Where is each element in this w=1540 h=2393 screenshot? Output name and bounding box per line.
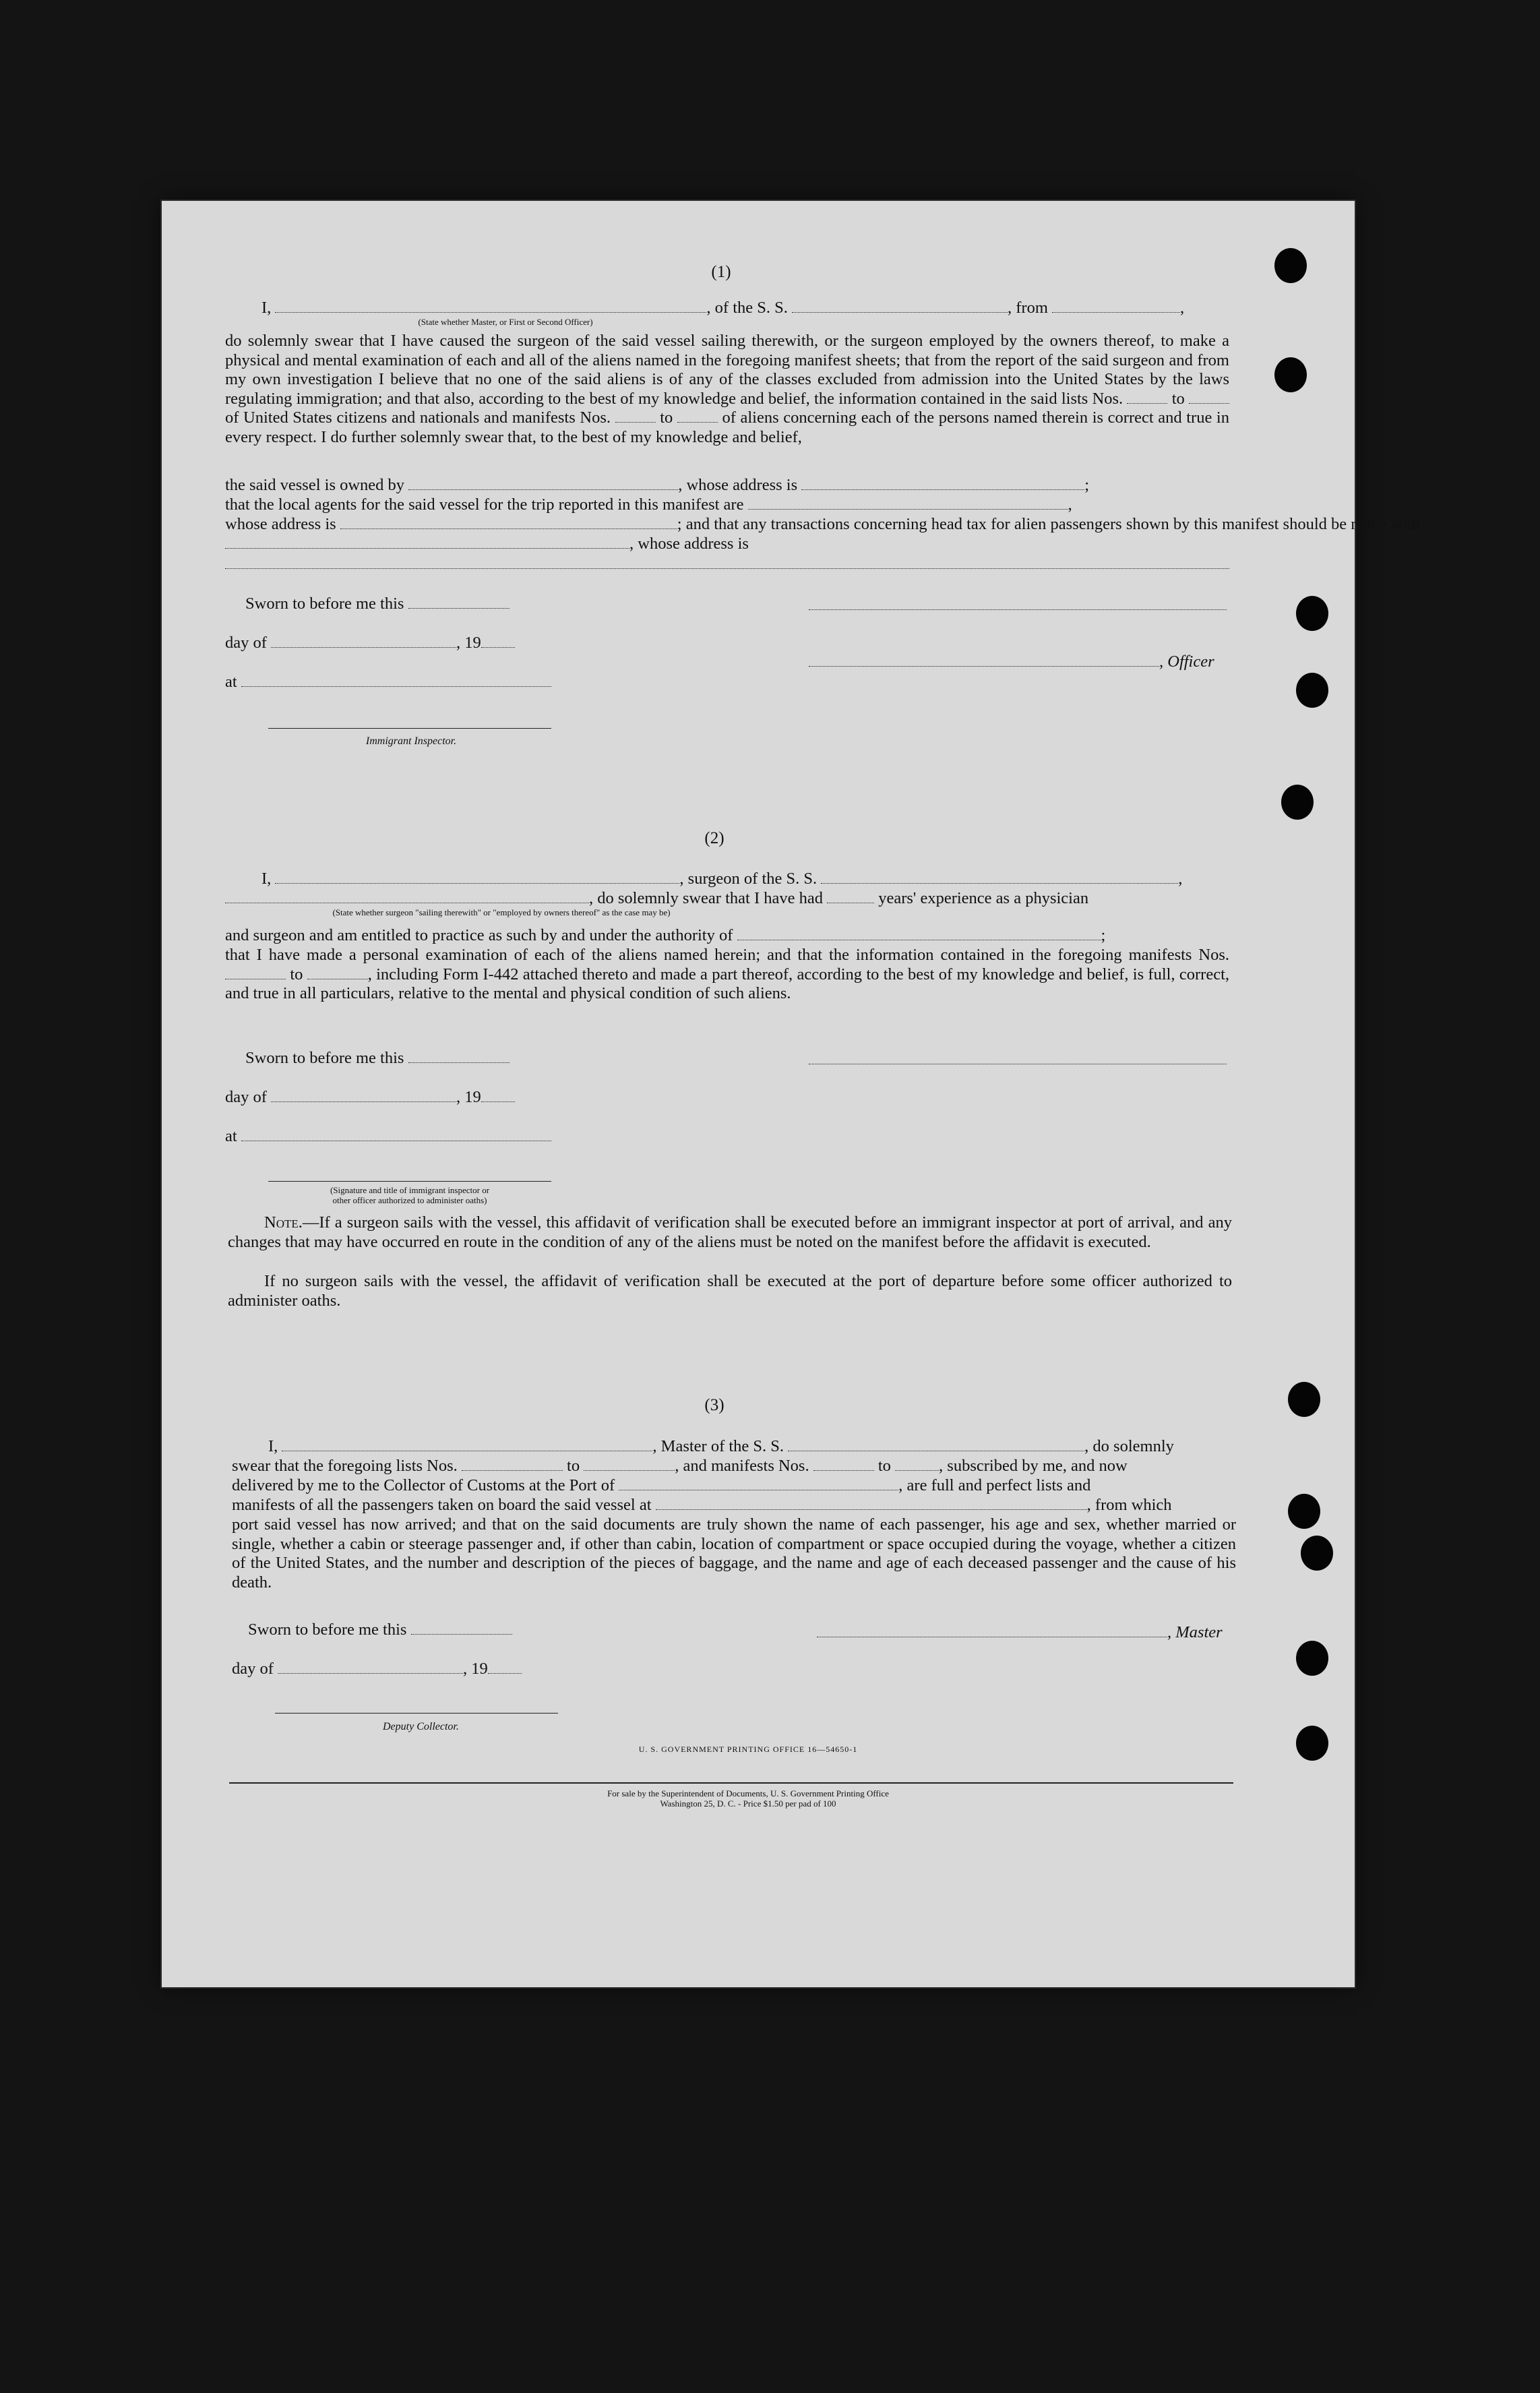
sworn-place-field-2[interactable] [241,1127,551,1141]
gpo-imprint: U. S. GOVERNMENT PRINTING OFFICE 16—54650-1 [638,1745,858,1754]
local-agents-field[interactable] [748,495,1068,510]
sworn-place-field[interactable] [241,673,551,687]
sworn-day-field-2[interactable] [408,1049,510,1063]
vessel-name-field[interactable] [792,299,1008,313]
day-of-line-2: day of , 19 [225,1088,515,1108]
day-of-line: day of , 19 [225,634,515,653]
head-tax-address-field[interactable] [225,568,1229,569]
master-manifests-to-field[interactable] [895,1457,939,1471]
footer-rule [229,1782,1233,1784]
officer-line: , Officer [809,653,1214,672]
note-paragraph-2: If no surgeon sails with the vessel, the affidavit of verification shall be executed at the port of departure before some officer authorized to administer oaths. [228,1272,1232,1310]
section-3-heading: (3) [704,1396,725,1414]
section-1-line-1: I, , of the S. S. , from , [261,299,1185,317]
immigrant-inspector-label: Immigrant Inspector. [365,735,457,747]
customs-port-field[interactable] [619,1476,898,1490]
master-lists-from-field[interactable] [462,1457,563,1471]
sworn-day-field-3[interactable] [411,1620,512,1635]
sale-notice-1: For sale by the Superintendent of Documents, U. S. Government Printing Office [607,1788,889,1798]
authority-field[interactable] [737,926,1101,940]
at-line: at [225,673,551,692]
lists-to-field[interactable] [1189,390,1229,404]
from-port-field[interactable] [1052,299,1180,313]
owner-address-field[interactable] [801,476,1084,490]
section-3-line-1: I, , Master of the S. S. , do solemnly [268,1437,1174,1455]
sworn-year-field-3[interactable] [488,1660,522,1674]
master-signature-line: , Master [817,1623,1223,1643]
head-tax-line: , whose address is [225,535,749,554]
at-line-2: at [225,1127,551,1147]
sworn-month-field[interactable] [271,634,456,648]
sworn-line-3: Sworn to before me this [248,1620,512,1640]
inspector-signature-line[interactable] [268,728,551,729]
sworn-month-field-3[interactable] [278,1660,463,1674]
sworn-line-2: Sworn to before me this [245,1049,510,1068]
section-2-heading: (2) [704,829,725,847]
sworn-year-field-2[interactable] [481,1088,515,1102]
boarding-port-field[interactable] [656,1496,1087,1510]
vessel-owner-field[interactable] [408,476,678,490]
surgeon-status-field[interactable] [225,889,589,903]
section-1-heading: (1) [711,263,731,281]
inspector-signature-line-2[interactable] [268,1181,551,1182]
sworn-month-field-2[interactable] [271,1088,456,1102]
surgeon-vessel-field[interactable] [821,870,1178,884]
section-3-line-3: delivered by me to the Collector of Customs at the Port of , are full and perfect lists and [232,1476,1091,1494]
deputy-signature-line[interactable] [275,1713,558,1714]
master-manifests-from-field[interactable] [813,1457,874,1471]
section-2-line-1: I, , surgeon of the S. S. , [261,870,1183,888]
sale-notice-2: Washington 25, D. C. - Price $1.50 per pad of 100 [660,1798,836,1809]
lists-from-field[interactable] [1127,390,1167,404]
surgeon-manifests-to-field[interactable] [307,965,368,979]
section-3-paragraph: port said vessel has now arrived; and that on the said documents are truly shown the name of each passenger, his age and sex, whether married or single, whether a cabin or steerage passenger and, if other than cabin, location of compartment or space occupied during the voyage, whether a citizen of the United States, and the number and description of the pieces of baggage, and the name and age of each deceased passenger and the cause of his death. [232,1515,1236,1592]
section-1-oath-paragraph: do solemnly swear that I have caused the surgeon of the said vessel sailing therewith, or the surgeon employed by the owners thereof, to make a physical and mental examination of each and all of the aliens named in the foregoing manifest sheets; that from the report of the said surgeon and from my own investigation I believe that no one of the said aliens is of any of the classes excluded from admission into the United States by the laws regulating immigration; and that also, according to the best of my knowledge and belief, the information contained in the said lists Nos. to of United States citizens and nationals and manifests Nos. to of aliens concerning each of the persons named therein is correct and true in every respect. I do further solemnly swear that, to the best of my knowledge and belief, [225,332,1229,446]
section-2-paragraph: that I have made a personal examination of each of the aliens named herein; and that the information contained in the foregoing manifests Nos. to , including Form I-442 attached thereto and made a part thereof, according to the best of my knowledge and belief, is full, correct, and true in all particulars, relative to the mental and physical condition of such aliens. [225,946,1229,1002]
master-signature-field[interactable] [817,1623,1167,1637]
surgeon-name-field[interactable] [275,870,679,884]
years-experience-field[interactable] [827,889,874,903]
surgeon-status-caption: (State whether surgeon "sailing therewith" or "employed by owners thereof" as the case may be) [332,907,671,917]
master-vessel-field[interactable] [788,1437,1084,1451]
sworn-line: Sworn to before me this [245,595,510,614]
officer-name-field[interactable] [809,653,1159,667]
officer-signature-field[interactable] [809,609,1227,610]
note-paragraph: Note.—If a surgeon sails with the vessel, this affidavit of verification shall be executed before an immigrant inspector at port of arrival, and any changes that may have occurred en route in the condition of any of the aliens must be noted on the manifest before the affidavit is executed. [228,1213,1232,1251]
form-body [162,201,1421,1987]
form-page [162,201,1421,1987]
sworn-year-field[interactable] [481,634,515,648]
authority-line: and surgeon and am entitled to practice as such by and under the authority of ; [225,926,1106,944]
deputy-collector-label: Deputy Collector. [383,1721,459,1732]
officer-title-caption: (State whether Master, or First or Second Officer) [418,317,593,327]
owned-by-line: the said vessel is owned by , whose address is ; [225,476,1090,494]
master-name-field[interactable] [282,1437,652,1451]
master-lists-to-field[interactable] [584,1457,675,1471]
manifests-to-field[interactable] [677,408,718,423]
sworn-day-field[interactable] [408,595,510,609]
head-tax-contact-field[interactable] [225,535,629,549]
local-agents-line: that the local agents for the said vessel for the trip reported in this manifest are , [225,495,1072,514]
signature-caption-1: (Signature and title of immigrant inspector or [330,1185,490,1195]
signature-caption-2: other officer authorized to administer oaths) [332,1195,487,1205]
agent-address-line: whose address is ; and that any transactions concerning head tax for alien passengers shown by this manifest should be made with [225,515,1421,533]
section-2-line-2: , do solemnly swear that I have had years' experience as a physician [225,889,1088,909]
section-3-line-2: swear that the foregoing lists Nos. to , and manifests Nos. to , subscribed by me, and now [232,1457,1128,1475]
agent-address-field[interactable] [340,515,677,529]
day-of-line-3: day of , 19 [232,1660,522,1679]
section-3-line-4: manifests of all the passengers taken on board the said vessel at , from which [232,1496,1172,1514]
manifests-from-field[interactable] [615,408,656,423]
surgeon-manifests-from-field[interactable] [225,965,286,979]
officer-title-field[interactable] [275,299,706,313]
